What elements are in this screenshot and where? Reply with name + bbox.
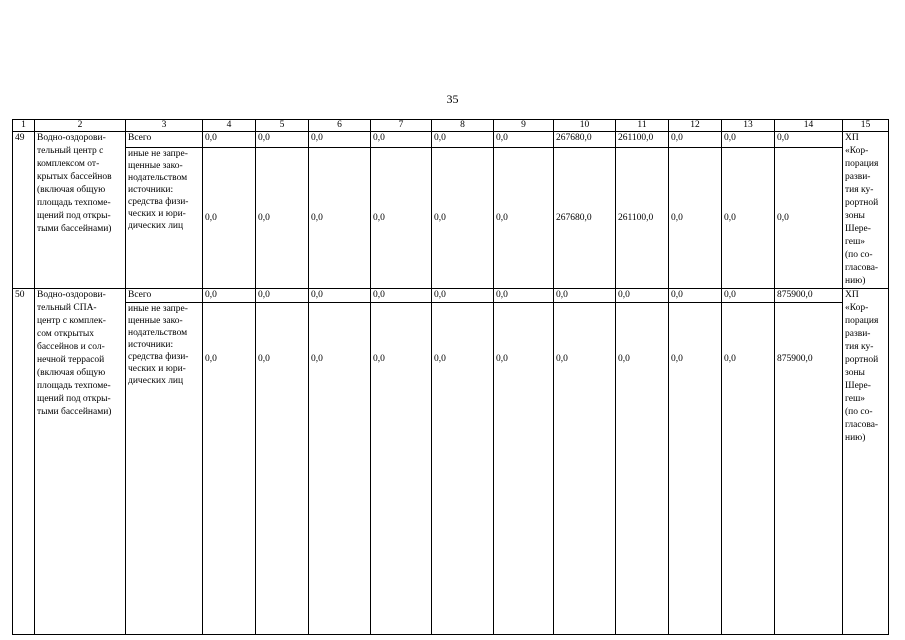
- value-cell: 0,0: [494, 289, 554, 303]
- value-cell: 267680,0: [554, 148, 616, 289]
- value-cell: 267680,0: [554, 132, 616, 148]
- value-cell: 0,0: [669, 148, 722, 289]
- header-cell: 15: [843, 120, 889, 132]
- value-cell: 0,0: [309, 132, 371, 148]
- value-cell: 875900,0: [775, 303, 843, 635]
- value-cell: 0,0: [494, 303, 554, 635]
- table-row-49-total: [13, 132, 889, 148]
- value-cell: 0,0: [432, 132, 494, 148]
- value-cell: 0,0: [722, 289, 775, 303]
- header-cell: 5: [256, 120, 309, 132]
- value-cell: 0,0: [203, 303, 256, 635]
- header-cell: 10: [554, 120, 616, 132]
- header-cell: 13: [722, 120, 775, 132]
- program-table: [12, 119, 889, 635]
- value-cell: 0,0: [554, 303, 616, 635]
- value-cell: 0,0: [494, 148, 554, 289]
- value-cell: 0,0: [309, 148, 371, 289]
- row-number: 49: [13, 132, 35, 289]
- value-cell: 0,0: [256, 132, 309, 148]
- header-cell: 11: [616, 120, 669, 132]
- value-cell: 0,0: [669, 132, 722, 148]
- header-cell: 7: [371, 120, 432, 132]
- value-cell: 0,0: [256, 303, 309, 635]
- total-label: Всего: [126, 132, 203, 148]
- row-number: 50: [13, 289, 35, 635]
- value-cell: 0,0: [203, 148, 256, 289]
- value-cell: 0,0: [432, 303, 494, 635]
- value-cell: 0,0: [371, 303, 432, 635]
- total-label: Всего: [126, 289, 203, 303]
- value-cell: 0,0: [309, 289, 371, 303]
- value-cell: 0,0: [309, 303, 371, 635]
- source-label: иные не запре- щенные зако- нодательством источники: средства физи- ческих и юри- дических лиц: [126, 148, 203, 289]
- value-cell: 0,0: [616, 303, 669, 635]
- header-cell: 14: [775, 120, 843, 132]
- header-cell: 4: [203, 120, 256, 132]
- value-cell: 0,0: [722, 303, 775, 635]
- value-cell: 0,0: [554, 289, 616, 303]
- object-name: Водно-оздорови- тельный центр с комплексом от- крытых бассейнов (включая общую площадь техпоме- щений под откры- тыми бассейнами): [35, 132, 126, 289]
- table-row-50-source: [13, 303, 889, 635]
- header-cell: 2: [35, 120, 126, 132]
- value-cell: 0,0: [203, 132, 256, 148]
- header-cell: 9: [494, 120, 554, 132]
- executor: ХП «Кор- порация разви- тия ку- рортной зоны Шере- геш» (по со- гласова- нию): [843, 132, 889, 289]
- page-number: 35: [446, 92, 459, 106]
- header-row: [13, 120, 889, 132]
- value-cell: 0,0: [669, 303, 722, 635]
- header-cell: 1: [13, 120, 35, 132]
- value-cell: 0,0: [256, 148, 309, 289]
- value-cell: 0,0: [371, 289, 432, 303]
- header-cell: 3: [126, 120, 203, 132]
- value-cell: 0,0: [432, 289, 494, 303]
- table-row-50-total: [13, 289, 889, 303]
- value-cell: 0,0: [256, 289, 309, 303]
- source-label: иные не запре- щенные зако- нодательством источники: средства физи- ческих и юри- дических лиц: [126, 303, 203, 635]
- table-row-49-source: [13, 148, 889, 289]
- value-cell: 0,0: [494, 132, 554, 148]
- value-cell: 0,0: [203, 289, 256, 303]
- value-cell: 0,0: [371, 132, 432, 148]
- value-cell: 261100,0: [616, 132, 669, 148]
- value-cell: 0,0: [775, 148, 843, 289]
- value-cell: 0,0: [722, 132, 775, 148]
- value-cell: 0,0: [371, 148, 432, 289]
- value-cell: 0,0: [775, 132, 843, 148]
- executor: ХП «Кор- порация разви- тия ку- рортной зоны Шере- геш» (по со- гласова- нию): [843, 289, 889, 635]
- value-cell: 0,0: [432, 148, 494, 289]
- object-name: Водно-оздорови- тельный СПА- центр с комплек- сом открытых бассейнов и сол- нечной террасой (включая общую площадь техпоме- щений под откры- тыми бассейнами): [35, 289, 126, 635]
- value-cell: 0,0: [669, 289, 722, 303]
- header-cell: 8: [432, 120, 494, 132]
- header-cell: 6: [309, 120, 371, 132]
- value-cell: 261100,0: [616, 148, 669, 289]
- value-cell: 875900,0: [775, 289, 843, 303]
- value-cell: 0,0: [616, 289, 669, 303]
- header-cell: 12: [669, 120, 722, 132]
- value-cell: 0,0: [722, 148, 775, 289]
